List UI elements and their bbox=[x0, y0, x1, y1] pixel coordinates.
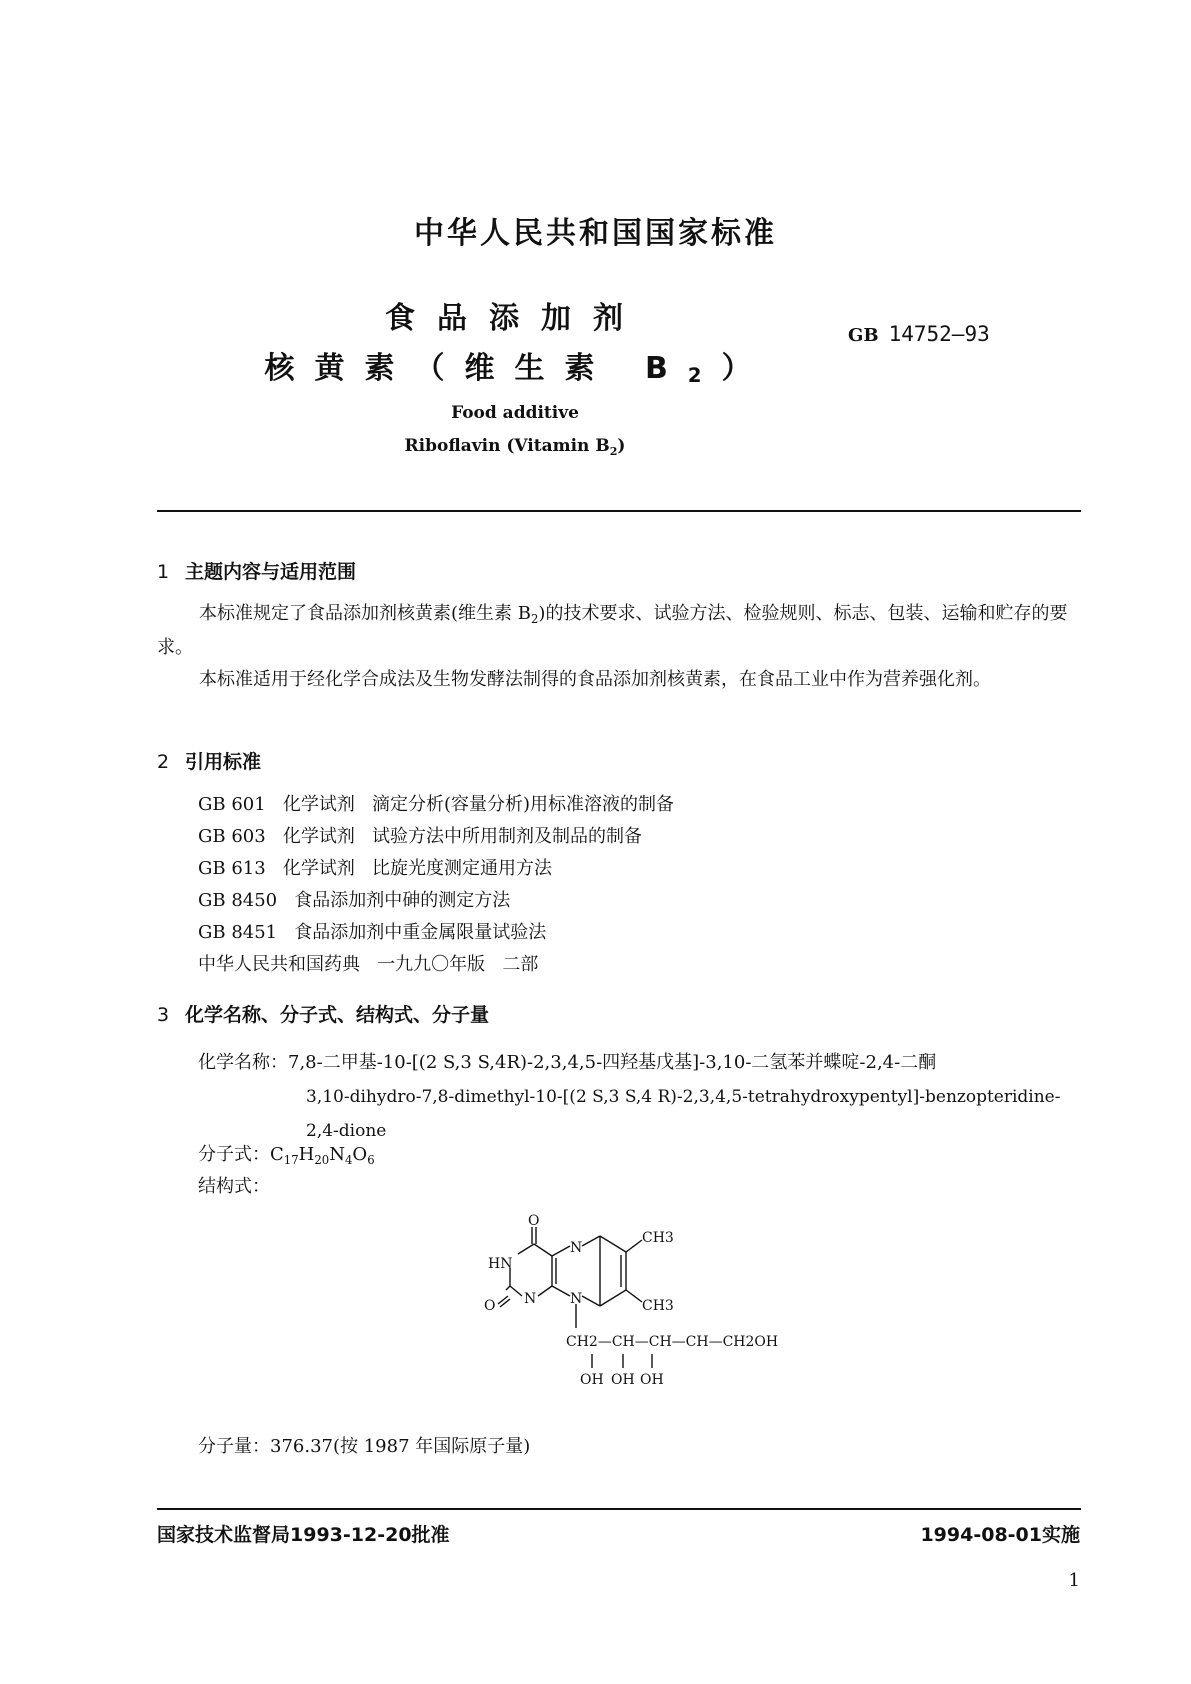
page-number: 1 bbox=[1068, 1570, 1080, 1591]
formula-value: $C_{17}H_{20}N_4O_6$ bbox=[270, 1144, 375, 1167]
methyl-bottom-label: CH3 bbox=[642, 1298, 674, 1314]
reference-item: 中华人民共和国药典 一九九〇年版 二部 bbox=[198, 954, 539, 975]
oxygen-top-label: O bbox=[528, 1213, 540, 1229]
reference-item: GB 601 化学试剂 滴定分析(容量分析)用标准溶液的制备 bbox=[198, 794, 675, 815]
nitrogen-lower-label: N bbox=[524, 1291, 537, 1307]
approval-date: 国家技术监督局1993-12-20批准 bbox=[157, 1524, 450, 1546]
nitrogen-bottom-mid-label: N bbox=[570, 1291, 583, 1307]
hydroxyl-label: OH bbox=[580, 1372, 604, 1388]
chemical-name-cn: 化学名称：7,8-二甲基-10-[(2 S,3 S,4R)-2,3,4,5-四羟基戊基]-3,10-二氢苯并蝶啶-2,4-二酮 bbox=[198, 1052, 937, 1073]
structure-label: 结构式： bbox=[198, 1176, 270, 1197]
reference-item: GB 8450 食品添加剂中砷的测定方法 bbox=[198, 890, 511, 911]
section-1-paragraph-1: 本标准规定了食品添加剂核黄素(维生素 $B_2$)的技术要求、试验方法、检验规则、标志、包装、运输和贮存的要求。 bbox=[157, 603, 1068, 658]
reference-item: GB 603 化学试剂 试验方法中所用制剂及制品的制备 bbox=[198, 826, 643, 847]
national-standard-heading: 中华人民共和国国家标准 bbox=[414, 216, 777, 251]
oxygen-left-label: O bbox=[484, 1298, 496, 1314]
section-1-heading: 1 主题内容与适用范围 bbox=[157, 561, 357, 583]
title-en-line1: Food additive bbox=[451, 403, 579, 423]
chemical-name-en: 3,10-dihydro-7,8-dimethyl-10-[(2 S,3 S,4 R)-2,3,4,5-tetrahydroxypentyl]-benzopteridine-2,4-dione bbox=[306, 1087, 1061, 1141]
reference-item: GB 613 化学试剂 比旋光度测定通用方法 bbox=[198, 858, 553, 879]
nitrogen-top-mid-label: N bbox=[570, 1240, 583, 1256]
title-cn-line2: 核黄素（维生素 $B_2$） bbox=[264, 351, 772, 387]
methyl-top-label: CH3 bbox=[642, 1230, 674, 1246]
hn-label: HN bbox=[488, 1256, 513, 1272]
title-cn-line1: 食品添加剂 bbox=[385, 301, 645, 336]
side-chain-label: CH2—CH—CH—CH—CH2OH bbox=[566, 1334, 779, 1350]
header-divider bbox=[157, 510, 1081, 512]
hydroxyl-label: OH bbox=[640, 1372, 664, 1388]
section-2-heading: 2 引用标准 bbox=[157, 751, 262, 773]
title-en-line2: Riboflavin (Vitamin $B_2$) bbox=[404, 436, 626, 458]
section-1-paragraph-2: 本标准适用于经化学合成法及生物发酵法制得的食品添加剂核黄素，在食品工业中作为营养强化剂。 bbox=[199, 669, 991, 690]
footer-divider bbox=[157, 1508, 1081, 1510]
section-3-heading: 3 化学名称、分子式、结构式、分子量 bbox=[157, 1004, 490, 1026]
molecular-weight: 分子量：376.37(按 1987 年国际原子量) bbox=[198, 1436, 531, 1457]
effective-date: 1994-08-01实施 bbox=[920, 1524, 1080, 1546]
molecular-formula: 分子式：$C_{17}H_{20}N_4O_6$ bbox=[198, 1144, 375, 1167]
hydroxyl-label: OH bbox=[611, 1372, 635, 1388]
riboflavin-structure-diagram bbox=[480, 1210, 820, 1390]
reference-item: GB 8451 食品添加剂中重金属限量试验法 bbox=[198, 922, 547, 943]
standard-number: GB 14752—93 bbox=[848, 322, 990, 346]
